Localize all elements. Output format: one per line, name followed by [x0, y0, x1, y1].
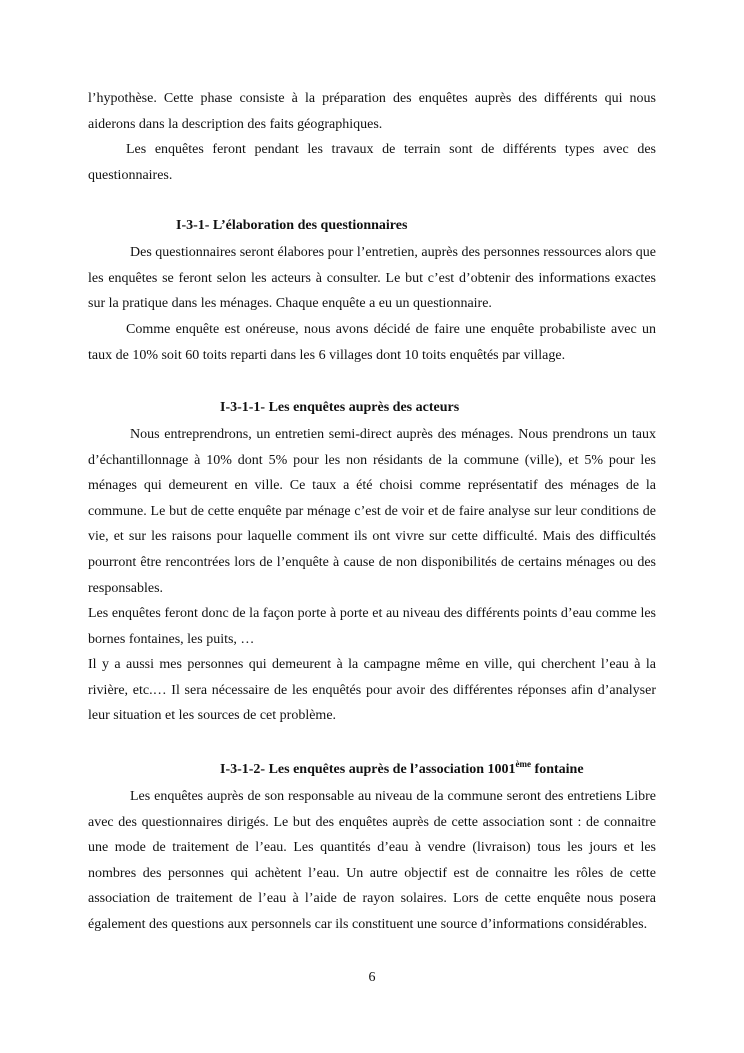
paragraph-enquetes-types: Les enquêtes feront pendant les travaux de terrain sont de différents types avec des questionnaires.: [88, 142, 656, 183]
paragraph-intro: l’hypothèse. Cette phase consiste à la préparation des enquêtes auprès des différents qui nous aiderons dans la description des faits géographiques.: [88, 91, 656, 132]
heading-association-end: fontaine: [531, 762, 584, 777]
paragraph-sampling: Comme enquête est onéreuse, nous avons décidé de faire une enquête probabiliste avec un taux de 10% soit 60 toits reparti dans les 6 villages dont 10 toits enquêtés par village.: [88, 322, 656, 363]
section-heading-acteurs: I-3-1-1- Les enquêtes auprès des acteurs: [220, 400, 460, 415]
paragraph-questionnaires: Des questionnaires seront élabores pour l’entretien, auprès des personnes ressources alors que les enquêtes se feront selon les acteurs à consulter. Le but c’est d’obtenir des informations exactes sur la pratique dans les ménages. Chaque enquête a eu un questionnaire.: [88, 245, 656, 312]
paragraph-entretien-menages: Nous entreprendrons, un entretien semi-direct auprès des ménages. Nous prendrons un taux d’échantillonnage à 10% dont 5% pour les non résidants de la commune (ville), et 5% pour les ménages qui demeurent en ville. Ce taux a été choisi comme représentatif des ménages de la commune. Le but de cette enquête par ménage c’est de voir et de faire analyse sur leur conditions de vie, et sur les raisons pour laquelle comment ils ont vivre sur cette difficulté. Mais des difficultés pourront être rencontrées lors de l’enquête à cause de non disponibilités de certains ménages ou des responsables.: [88, 427, 656, 596]
paragraph-association: Les enquêtes auprès de son responsable au niveau de la commune seront des entretiens Libre avec des questionnaires dirigés. Le but des enquêtes auprès de cette association sont : de connaitre une mode de traitement de l’eau. Les quantités d’eau à vendre (livraison) tous les jours et les nombres des personnes qui achètent l’eau. Un autre objectif est de connaitre les rôles de cette association de traitement de l’eau à l’aide de rayon solaires. Lors de cette enquête nous posera également des questions aux personnels car ils constituent une source d’informations considérables.: [88, 789, 656, 932]
section-heading-elaboration: I-3-1- L’élaboration des questionnaires: [176, 218, 408, 233]
heading-association-text: I-3-1-2- Les enquêtes auprès de l’association 1001: [220, 762, 516, 777]
page-number: 6: [368, 970, 376, 985]
paragraph-campagne: Il y a aussi mes personnes qui demeurent à la campagne même en ville, qui cherchent l’eau à la rivière, etc.… Il sera nécessaire de les enquêtés pour avoir des différentes réponses afin d’analyser leur situation et les sources de cet problème.: [88, 657, 656, 724]
section-heading-association: [220, 759, 584, 778]
paragraph-porte-a-porte: Les enquêtes feront donc de la façon porte à porte et au niveau des différents points d’eau comme les bornes fontaines, les puits, …: [88, 606, 656, 647]
heading-association-superscript: ème: [515, 759, 532, 769]
